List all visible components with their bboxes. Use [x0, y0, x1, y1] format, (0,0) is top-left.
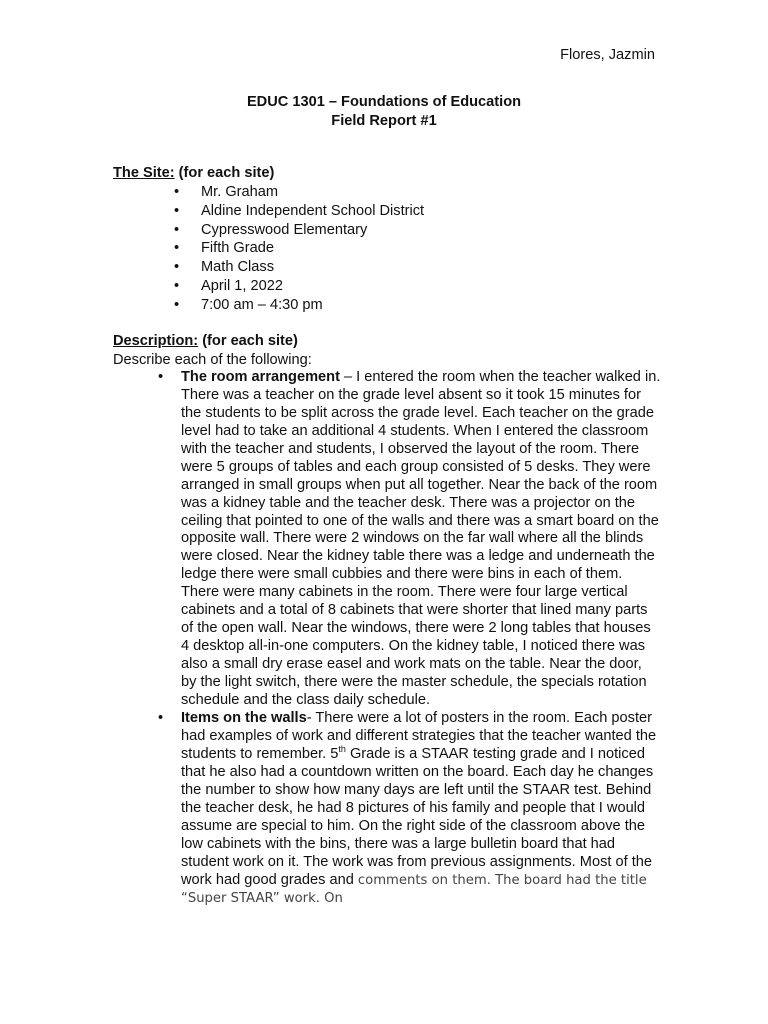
- wall-items-text-continued: Grade is a STAAR testing grade and I noticed that he also had a countdown written on the board. Each day he changes the number to show how many days are left until the STAAR test. Behind the teacher desk, he had 8 pictures of his family and people that I would assume are special to him. On the right side of the classroom above the low cabinets with the bins, there was a large bulletin board that had student work on it. The work was from previous assignments. Most of the work had good grades and: [181, 745, 654, 888]
- bullet-icon: •: [174, 240, 180, 257]
- site-heading-label: The Site:: [113, 165, 175, 181]
- wall-items-text-end: comments on them. The board had the title “Super STAAR” work. On: [181, 872, 647, 906]
- description-list: [113, 369, 673, 908]
- bullet-icon: •: [158, 368, 164, 385]
- bullet-icon: •: [174, 221, 180, 238]
- site-heading: [113, 165, 673, 183]
- site-heading-note: (for each site): [174, 165, 275, 181]
- list-item: • 7:00 am – 4:30 pm: [174, 296, 323, 313]
- bullet-icon: •: [174, 277, 180, 294]
- author-name: Flores, Jazmin: [560, 47, 655, 63]
- report-title: Field Report #1: [331, 112, 437, 129]
- description-intro: Describe each of the following:: [113, 351, 312, 368]
- room-arrangement-label: The room arrangement: [181, 368, 340, 385]
- site-details-list: [113, 183, 673, 315]
- room-arrangement-text: – I entered the room when the teacher walked in. There was a teacher on the grade level absent so it took 15 minutes for the students to be split across the grade level. Each teacher on the grade level had to take an additional 4 students. When I entered the classroom with the teacher and students, I observed the layout of the room. There were 5 groups of tables and each group consisted of 5 desks. They were arranged in small groups when put all together. Near the back of the room was a kidney table and the teacher desk. There was a projector on the ceiling that pointed to one of the walls and there was a smart board on the opposite wall. There were 2 windows on the far wall where all the blinds were closed. Near the kidney table there was a ledge and underneath the ledge there were small cubbies and there were bins in each of them. There were many cabinets in the room. There were four large vertical cabinets and a total of 8 cabinets that were shorter that lined many parts of the open wall. Near the windows, there were 2 long tables that houses 4 desktop all-in-one computers. On the kidney table, I noticed there was also a small dry erase easel and work mats on the table. Near the door, by the light switch, there were the master schedule, the specials rotation schedule and the class daily schedule.: [181, 368, 661, 709]
- description-section: [113, 333, 673, 908]
- wall-items-text: - There were a lot of posters in the room. Each poster had examples of work and different strategies that the teacher wanted the students to remember. 5: [181, 710, 657, 762]
- list-item: • Math Class: [174, 259, 274, 276]
- bullet-icon: •: [174, 259, 180, 276]
- site-section: [113, 165, 673, 314]
- list-item: • Mr. Graham: [174, 183, 279, 200]
- course-title: EDUC 1301 – Foundations of Education: [246, 94, 522, 110]
- description-heading-label: Description:: [113, 333, 199, 349]
- bullet-icon: •: [174, 202, 180, 219]
- document-title: [0, 93, 768, 130]
- bullet-icon: •: [158, 710, 164, 727]
- bullet-icon: •: [174, 183, 180, 200]
- description-heading-note: (for each site): [198, 333, 298, 349]
- wall-items-item: [113, 710, 661, 907]
- room-arrangement-item: [113, 369, 661, 710]
- bullet-icon: •: [174, 296, 180, 313]
- wall-items-label: Items on the walls: [181, 710, 307, 727]
- list-item: • April 1, 2022: [174, 277, 283, 294]
- list-item: • Cypresswood Elementary: [174, 221, 368, 238]
- description-heading: [113, 333, 673, 351]
- list-item: • Fifth Grade: [174, 240, 274, 257]
- ordinal-suffix: th: [338, 744, 346, 755]
- list-item: • Aldine Independent School District: [174, 202, 425, 219]
